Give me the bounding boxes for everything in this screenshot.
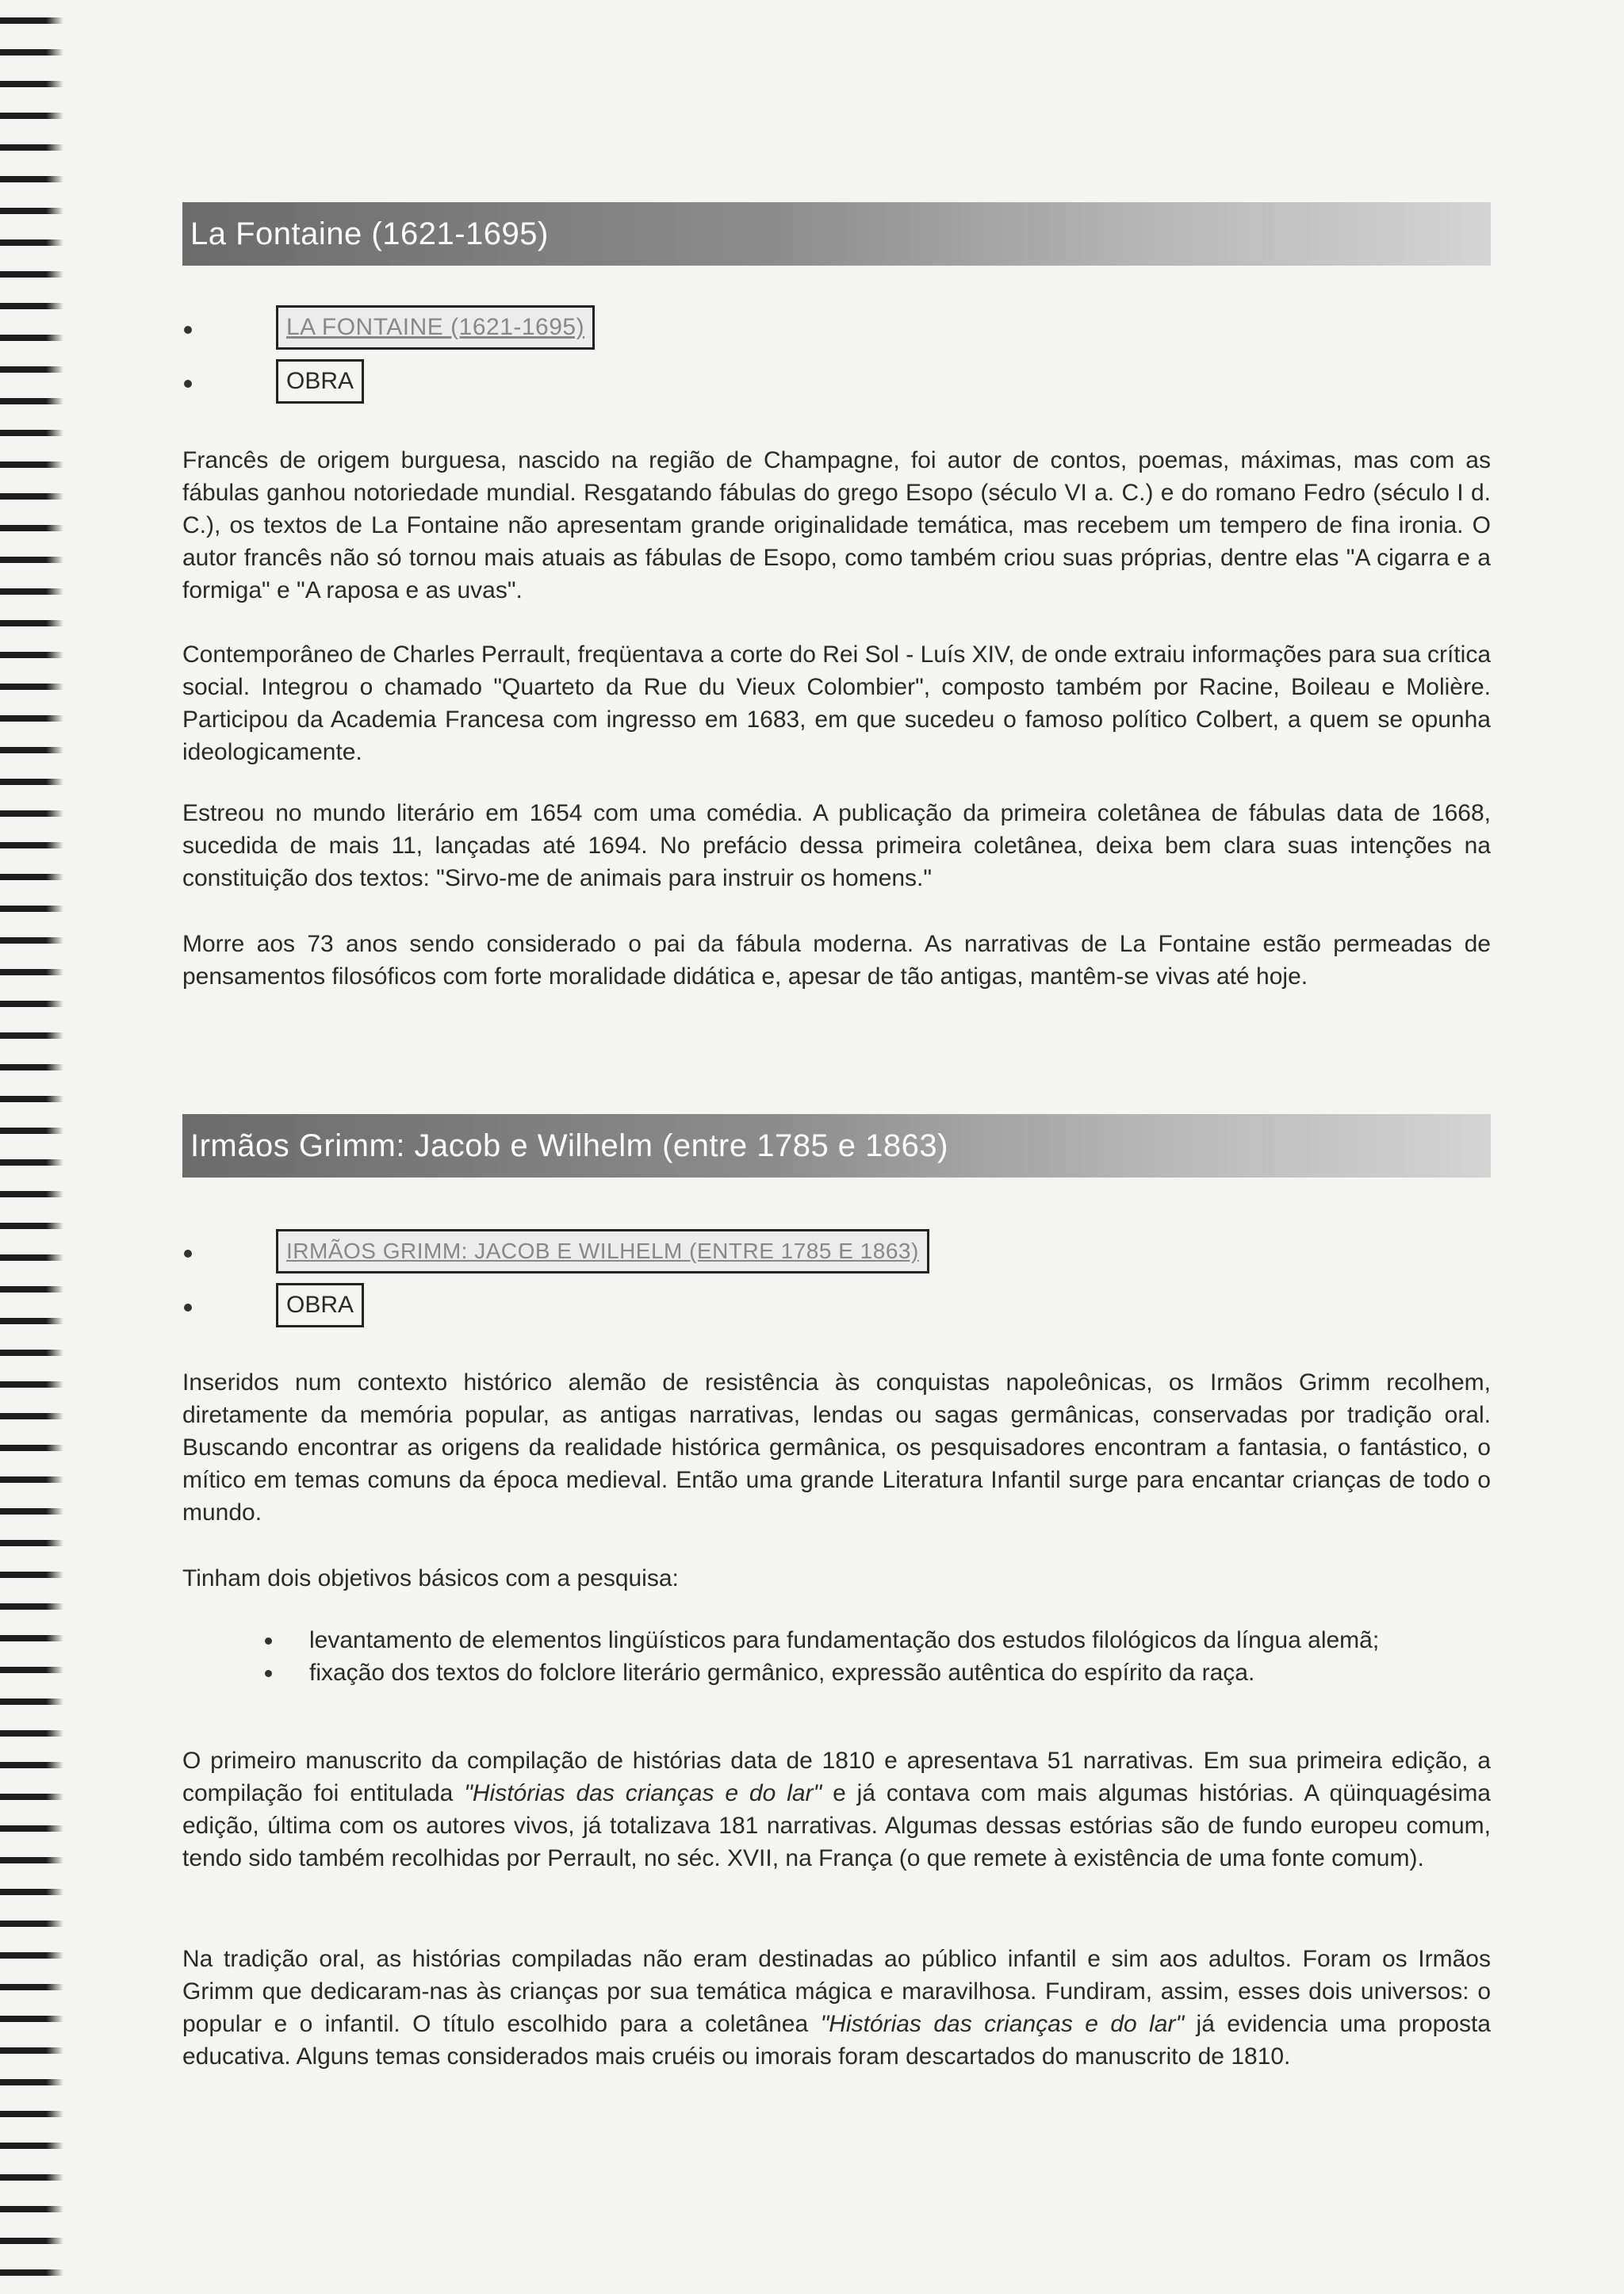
paragraph: Morre aos 73 anos sendo considerado o pai da fábula moderna. As narrativas de La Fontaine estão permeadas de pensamentos filosóficos com forte moralidade didática e, apesar de tão antigas, mantêm-se vivas até hoje. (182, 931, 1491, 990)
bullet-icon (184, 1304, 192, 1312)
toc-link-grimm[interactable]: IRMÃOS GRIMM: JACOB E WILHELM (ENTRE 1785 E 1863) (276, 1229, 929, 1273)
paragraph: Contemporâneo de Charles Perrault, freqüentava a corte do Rei Sol - Luís XIV, de onde extraiu informações para sua crítica social. Integrou o chamado "Quarteto da Rue du Vieux Colombier", composto também por Racine, Boileau e Molière. Participou da Academia Francesa com ingresso em 1683, em que sucedeu o famoso político Colbert, a quem se opunha ideologicamente. (182, 641, 1491, 765)
paragraph: Francês de origem burguesa, nascido na região de Champagne, foi autor de contos, poemas, máximas, mas com as fábulas ganhou notoriedade mundial. Resgatando fábulas do grego Esopo (século VI a. C.) e do romano Fedro (século I d. C.), os textos de La Fontaine não apresentam grande originalidade temática, mas recebem um tempero de fina ironia. O autor francês não só tornou mais atuais as fábulas de Esopo, como também criou suas próprias, dentre elas "A cigarra e a formiga" e "A raposa e as uvas". (182, 447, 1491, 603)
section-banner-grimm (182, 1114, 1491, 1178)
bullet-icon (184, 326, 192, 334)
bullet-icon (184, 1250, 192, 1258)
section-title: La Fontaine (1621-1695) (190, 216, 549, 251)
paragraph: Na tradição oral, as histórias compiladas não eram destinadas ao público infantil e sim aos adultos. Foram os Irmãos Grimm que dedicaram-nas às crianças por sua temática mágica e maravilhosa. Fundiram, assim, esses dois universos: o popular e o infantil. O título escolhido para a coletânea "Histórias das crianças e do lar" já evidencia uma proposta educativa. Alguns temas considerados mais cruéis ou imorais foram descartados do manuscrito de 1810. (182, 1946, 1491, 2070)
toc-link-obra[interactable]: OBRA (276, 359, 364, 404)
list-item: levantamento de elementos lingüísticos para fundamentação dos estudos filológicos da língua alemã; (262, 1624, 1491, 1656)
section-title: Irmãos Grimm: Jacob e Wilhelm (entre 1785 e 1863) (190, 1128, 948, 1163)
bullet-icon (184, 380, 192, 388)
section-banner-la-fontaine (182, 202, 1491, 266)
paragraph: O primeiro manuscrito da compilação de histórias data de 1810 e apresentava 51 narrativas. Em sua primeira edição, a compilação foi entitulada "Histórias das crianças e do lar" e já contava com mais algumas histórias. A qüinquagésima edição, última com os autores vivos, já totalizava 181 narrativas. Algumas dessas estórias são de fundo europeu comum, tendo sido também recolhidas por Perrault, no séc. XVII, na França (o que remete à existência de uma fonte comum). (182, 1748, 1491, 1871)
spiral-binding (0, 0, 63, 2294)
book-title: "Histórias das crianças e do lar" (464, 1780, 822, 1806)
paragraph: Inseridos num contexto histórico alemão de resistência às conquistas napoleônicas, os Irmãos Grimm recolhem, diretamente da memória popular, as antigas narrativas, lendas ou sagas germânicas, conservadas por tradição oral. Buscando encontrar as origens da realidade histórica germânica, os pesquisadores encontram a fantasia, o fantástico, o mítico em temas comuns da época medieval. Então uma grande Literatura Infantil surge para encantar crianças de todo o mundo. (182, 1369, 1491, 1526)
objectives-list (262, 1624, 1491, 1689)
toc-link-obra[interactable]: OBRA (276, 1283, 364, 1327)
paragraph: Tinham dois objetivos básicos com a pesquisa: (182, 1565, 679, 1591)
toc-link-la-fontaine[interactable]: LA FONTAINE (1621-1695) (276, 305, 595, 350)
book-title: "Histórias das crianças e do lar" (820, 2011, 1185, 2037)
paragraph: Estreou no mundo literário em 1654 com uma comédia. A publicação da primeira coletânea de fábulas data de 1668, sucedida de mais 11, lançadas até 1694. No prefácio dessa primeira coletânea, deixa bem clara suas intenções na constituição dos textos: "Sirvo-me de animais para instruir os homens." (182, 800, 1491, 891)
list-item: fixação dos textos do folclore literário germânico, expressão autêntica do espírito da raça. (262, 1656, 1491, 1689)
